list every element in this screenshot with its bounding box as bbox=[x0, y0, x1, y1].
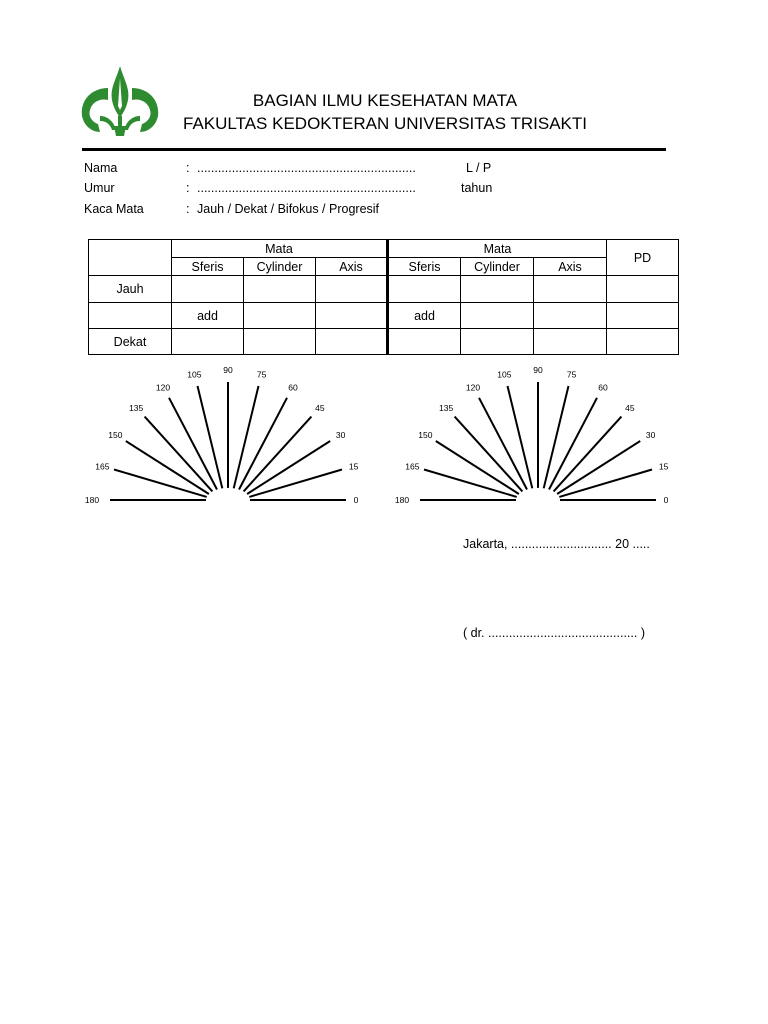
axis-ray-75 bbox=[544, 386, 569, 488]
table-cell[interactable] bbox=[461, 276, 534, 303]
field-label-umur: Umur bbox=[84, 181, 115, 195]
field-kaca-mata-options[interactable]: Jauh / Dekat / Bifokus / Progresif bbox=[197, 202, 380, 216]
axis-label-60: 60 bbox=[288, 382, 298, 393]
axis-chart-left bbox=[84, 365, 370, 515]
table-subheader-sferis: Sferis bbox=[172, 258, 244, 276]
table-subheader-axis: Axis bbox=[316, 258, 388, 276]
table-cell[interactable] bbox=[388, 276, 461, 303]
table-cell[interactable]: add bbox=[172, 303, 244, 329]
axis-ray-105 bbox=[508, 386, 533, 488]
axis-label-15: 15 bbox=[658, 461, 669, 472]
header-department: BAGIAN ILMU KESEHATAN MATA bbox=[252, 91, 518, 110]
table-cell[interactable]: add bbox=[388, 303, 461, 329]
table-cell[interactable] bbox=[534, 303, 607, 329]
place-date-field[interactable]: Jakarta, ............................. 20 ..... bbox=[463, 537, 650, 551]
axis-ray-135 bbox=[455, 417, 523, 492]
table-cell[interactable] bbox=[316, 303, 388, 329]
axis-ray-60 bbox=[549, 398, 597, 490]
axis-label-120: 120 bbox=[465, 382, 481, 393]
field-label-nama: Nama bbox=[84, 161, 118, 175]
table-cell[interactable] bbox=[316, 329, 388, 355]
table-cell[interactable] bbox=[607, 329, 679, 355]
table-subheader-axis: Axis bbox=[534, 258, 607, 276]
table-cell[interactable] bbox=[534, 329, 607, 355]
axis-label-75: 75 bbox=[256, 369, 267, 380]
axis-label-90: 90 bbox=[223, 365, 233, 375]
axis-label-45: 45 bbox=[625, 403, 635, 414]
axis-ray-45 bbox=[244, 417, 312, 492]
table-cell[interactable] bbox=[244, 276, 316, 303]
axis-label-135: 135 bbox=[439, 403, 454, 414]
axis-label-90: 90 bbox=[533, 365, 543, 375]
table-subheader-sferis: Sferis bbox=[388, 258, 461, 276]
table-cell[interactable] bbox=[172, 276, 244, 303]
axis-label-45: 45 bbox=[315, 403, 325, 414]
axis-label-30: 30 bbox=[645, 430, 656, 440]
trisakti-emblem-icon bbox=[78, 66, 162, 138]
axis-chart-right bbox=[394, 365, 680, 515]
axis-label-30: 30 bbox=[335, 430, 346, 440]
table-subheader-cylinder: Cylinder bbox=[244, 258, 316, 276]
field-umur-unit: tahun bbox=[461, 181, 493, 195]
axis-ray-135 bbox=[145, 417, 213, 492]
axis-ray-120 bbox=[479, 398, 527, 490]
table-group-header-right: Mata bbox=[388, 240, 607, 258]
table-cell[interactable] bbox=[461, 303, 534, 329]
axis-label-60: 60 bbox=[598, 382, 608, 393]
field-nama-input[interactable]: ............................................................... bbox=[197, 161, 416, 175]
axis-label-0: 0 bbox=[353, 495, 359, 505]
header-divider bbox=[82, 148, 666, 151]
axis-label-165: 165 bbox=[95, 461, 110, 472]
table-cell[interactable] bbox=[607, 303, 679, 329]
axis-ray-105 bbox=[198, 386, 223, 488]
axis-ray-60 bbox=[239, 398, 287, 490]
axis-label-135: 135 bbox=[129, 403, 144, 414]
table-header-pd: PD bbox=[607, 240, 679, 276]
table-cell[interactable] bbox=[172, 329, 244, 355]
table-cell[interactable] bbox=[244, 303, 316, 329]
table-cell[interactable] bbox=[244, 329, 316, 355]
table-subheader-cylinder: Cylinder bbox=[461, 258, 534, 276]
table-cell[interactable] bbox=[607, 276, 679, 303]
axis-label-120: 120 bbox=[155, 382, 171, 393]
table-row-label bbox=[89, 303, 172, 329]
table-cell[interactable] bbox=[461, 329, 534, 355]
axis-label-75: 75 bbox=[566, 369, 577, 380]
axis-label-15: 15 bbox=[348, 461, 359, 472]
prescription-table bbox=[88, 239, 679, 355]
table-group-header-left: Mata bbox=[172, 240, 388, 258]
table-cell[interactable] bbox=[316, 276, 388, 303]
table-row-label: Jauh bbox=[89, 276, 172, 303]
table-corner-cell bbox=[89, 240, 172, 276]
field-umur-input[interactable]: ............................................................... bbox=[197, 181, 416, 195]
axis-label-150: 150 bbox=[108, 430, 123, 440]
table-row bbox=[89, 329, 679, 355]
axis-label-165: 165 bbox=[405, 461, 420, 472]
field-colon: : bbox=[186, 181, 190, 195]
axis-label-105: 105 bbox=[187, 369, 202, 380]
axis-ray-120 bbox=[169, 398, 217, 490]
field-label-kaca-mata: Kaca Mata bbox=[84, 202, 144, 216]
table-row-label: Dekat bbox=[89, 329, 172, 355]
table-row bbox=[89, 303, 679, 329]
table-cell[interactable] bbox=[388, 329, 461, 355]
field-colon: : bbox=[186, 161, 190, 175]
axis-label-180: 180 bbox=[84, 495, 100, 505]
doctor-signature-field[interactable]: ( dr. ........................................... ) bbox=[463, 626, 645, 640]
table-row bbox=[89, 276, 679, 303]
axis-ray-75 bbox=[234, 386, 259, 488]
table-cell[interactable] bbox=[534, 276, 607, 303]
axis-label-0: 0 bbox=[663, 495, 669, 505]
axis-label-105: 105 bbox=[497, 369, 512, 380]
axis-label-150: 150 bbox=[418, 430, 433, 440]
field-gender-option[interactable]: L / P bbox=[466, 161, 492, 175]
field-colon: : bbox=[186, 202, 190, 216]
axis-ray-45 bbox=[554, 417, 622, 492]
axis-label-180: 180 bbox=[394, 495, 410, 505]
header-faculty: FAKULTAS KEDOKTERAN UNIVERSITAS TRISAKTI bbox=[183, 114, 587, 133]
